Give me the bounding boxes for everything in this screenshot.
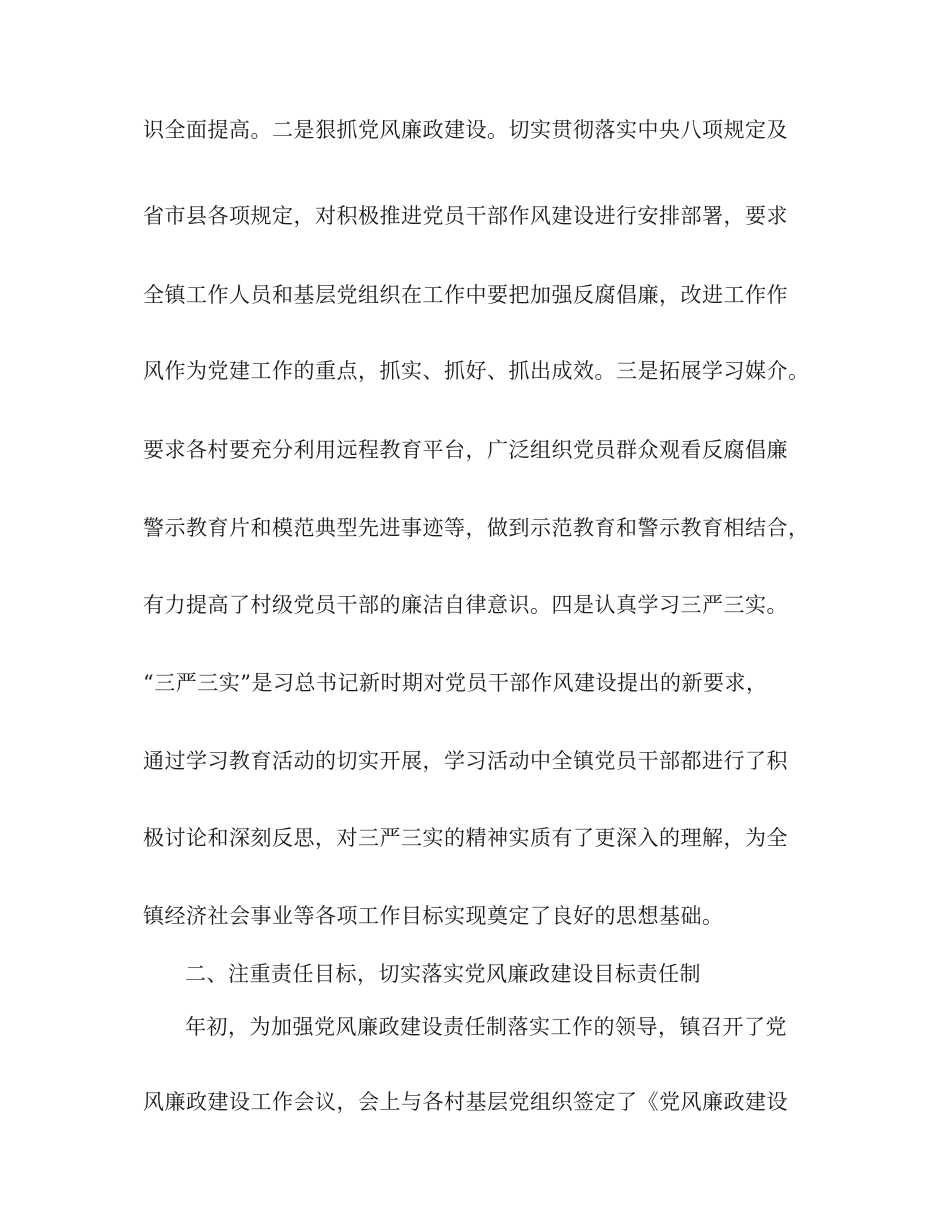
text-line: “三严三实”是习总书记新时期对党员干部作风建设提出的新要求， [143, 671, 768, 695]
text-line: 全镇工作人员和基层党组织在工作中要把加强反腐倡廉，改进工作作 [143, 283, 788, 307]
text-line: 极讨论和深刻反思，对三严三实的精神实质有了更深入的理解，为全 [143, 826, 788, 850]
text-line: 镇经济社会事业等各项工作目标实现奠定了良好的思想基础。 [143, 904, 724, 928]
text-line: 通过学习教育活动的切实开展，学习活动中全镇党员干部都进行了积 [143, 749, 788, 773]
text-line: 省市县各项规定，对积极推进党员干部作风建设进行安排部署，要求 [143, 204, 788, 228]
section-heading: 二、注重责任目标，切实落实党风廉政建设目标责任制 [185, 962, 701, 986]
text-line: 风作为党建工作的重点，抓实、抓好、抓出成效。三是拓展学习媒介。 [143, 359, 810, 383]
text-line: 有力提高了村级党员干部的廉洁自律意识。四是认真学习三严三实。 [143, 593, 788, 617]
text-line: 要求各村要充分利用远程教育平台，广泛组织党员群众观看反腐倡廉 [143, 438, 788, 462]
text-line: 风廉政建设工作会议，会上与各村基层党组织签定了《党风廉政建设 [143, 1090, 788, 1114]
text-line: 识全面提高。二是狠抓党风廉政建设。切实贯彻落实中央八项规定及 [143, 118, 788, 142]
text-line: 警示教育片和模范典型先进事迹等，做到示范教育和警示教育相结合， [143, 516, 810, 540]
paragraph-first-line: 年初，为加强党风廉政建设责任制落实工作的领导，镇召开了党 [185, 1015, 787, 1039]
